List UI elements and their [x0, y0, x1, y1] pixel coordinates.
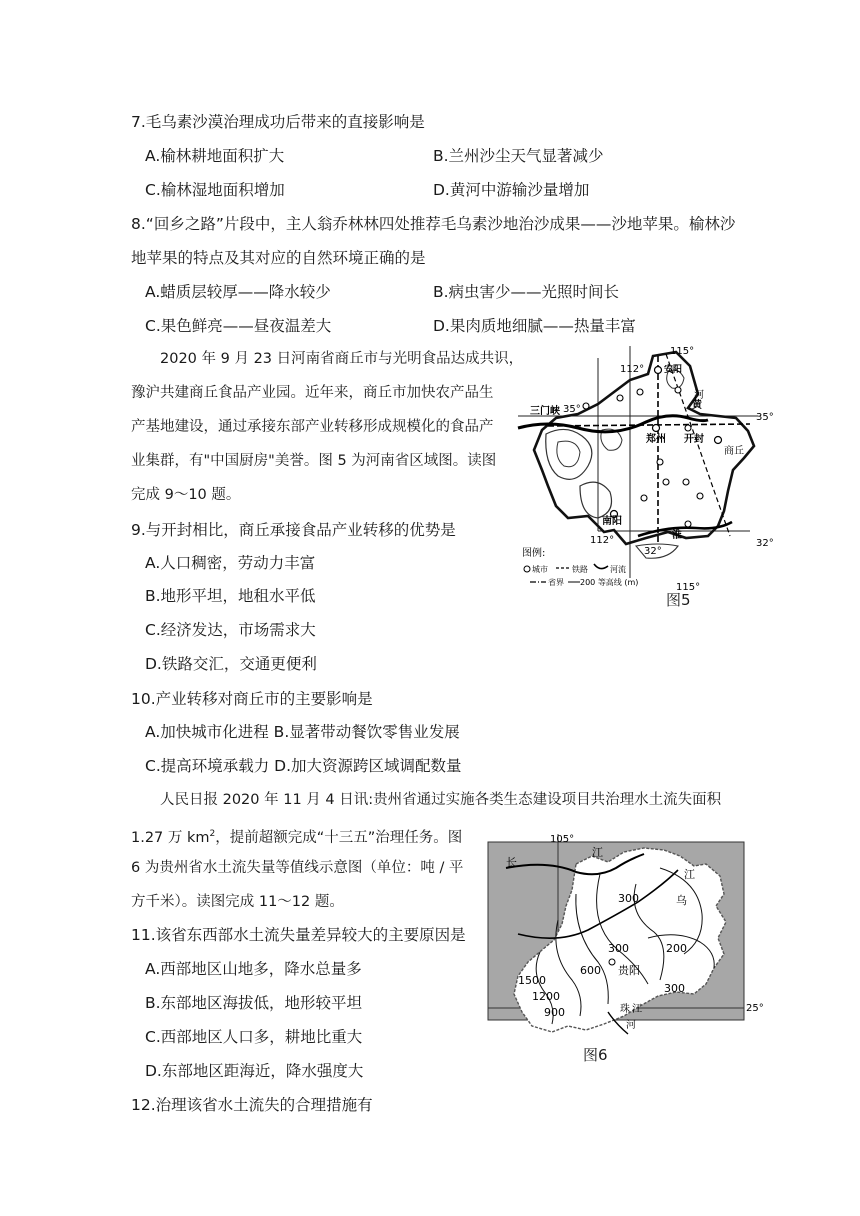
- fig6-value-1200: 1200: [532, 990, 560, 1003]
- fig5-river-huai: 淮: [672, 530, 682, 541]
- q7-option-b: B.兰州沙尘天气显著减少: [433, 147, 604, 165]
- q9-stem: 9.与开封相比，商丘承接食品产业转移的优势是: [131, 521, 456, 539]
- fig6-river-jiang: 江: [592, 846, 603, 859]
- q7-stem: 7.毛乌素沙漠治理成功后带来的直接影响是: [131, 113, 425, 131]
- passage1-line2: 豫沪共建商丘食品产业园。近年来，商丘市加快农产品生: [131, 385, 494, 401]
- fig5-lat-bottom-mid-label: 32°: [644, 546, 662, 557]
- q10-options-ab: A.加快城市化进程 B.显著带动餐饮零售业发展: [145, 723, 460, 741]
- fig6-value-300a: 300: [618, 892, 639, 905]
- fig5-legend-border: 省界: [548, 578, 564, 587]
- q9-option-a: A.人口稠密，劳动力丰富: [145, 554, 316, 572]
- figure6-guizhou-map: [488, 834, 764, 1046]
- fig6-river-he: 河: [626, 1020, 636, 1031]
- q7-option-a: A.榆林耕地面积扩大: [145, 147, 285, 165]
- fig6-river-jiang2: 江: [684, 868, 695, 881]
- q10-stem: 10.产业转移对商丘市的主要影响是: [131, 690, 373, 708]
- passage2-line1: 人民日报 2020 年 11 月 4 日讯:贵州省通过实施各类生态建设项目共治理水土流失面积: [160, 792, 722, 808]
- fig5-lon-bottom-label: 115°: [676, 582, 701, 593]
- fig5-city-anyang: 安阳: [664, 365, 683, 375]
- passage2-line2: 1.27 万 $km^2$，提前超额完成“十三五”治理任务。图: [131, 829, 463, 846]
- figure5-caption: 图5: [666, 591, 691, 609]
- q11-option-c: C.西部地区人口多，耕地比重大: [145, 1028, 363, 1046]
- q7-option-d: D.黄河中游输沙量增加: [433, 181, 590, 199]
- passage2-line3: 6 为贵州省水土流失量等值线示意图（单位：吨 / 平: [131, 860, 464, 876]
- fig5-city-shangqiu: 商丘: [724, 446, 744, 457]
- passage2-line4: 方千米）。读图完成 11～12 题。: [131, 894, 344, 910]
- fig6-value-900: 900: [544, 1006, 565, 1019]
- q9-option-d: D.铁路交汇，交通更便利: [145, 655, 317, 673]
- q11-option-b: B.东部地区海拔低，地形较平坦: [145, 994, 363, 1012]
- fig5-river-he: 河: [694, 390, 704, 401]
- fig5-legend-city: 城市: [532, 565, 548, 574]
- fig6-value-300c: 300: [664, 982, 685, 995]
- fig6-value-600: 600: [580, 964, 601, 977]
- fig5-legend-river: 河流: [610, 565, 626, 574]
- q8-option-c: C.果色鲜亮——昼夜温差大: [145, 317, 332, 335]
- q8-stem-line1: 8.“回乡之路”片段中，主人翁乔林林四处推荐毛乌素沙地治沙成果——沙地苹果。榆林沙: [131, 215, 736, 233]
- fig5-city-zhengzhou: 郑州: [646, 434, 666, 445]
- fig5-city-kaifeng: 开封: [684, 434, 704, 445]
- fig5-lat-bottom-right-label: 32°: [756, 538, 774, 549]
- fig5-city-sanmenxia: 三门峡: [530, 406, 560, 417]
- fig6-value-300b: 300: [608, 942, 629, 955]
- fig5-lon-left-label: 112°: [620, 364, 645, 375]
- fig6-river-wu: 乌: [676, 894, 687, 907]
- q9-option-c: C.经济发达，市场需求大: [145, 621, 316, 639]
- q9-option-b: B.地形平坦，地租水平低: [145, 587, 316, 605]
- fig6-river-jiang3: 江: [632, 1004, 642, 1015]
- q7-option-c: C.榆林湿地面积增加: [145, 181, 285, 199]
- fig5-legend-title: 图例:: [522, 548, 546, 559]
- q12-stem: 12.治理该省水土流失的合理措施有: [131, 1096, 373, 1114]
- figure5-henan-map: [518, 346, 780, 592]
- fig5-lat-left-label: 35°: [563, 404, 581, 415]
- q8-option-d: D.果肉质地细腻——热量丰富: [433, 317, 636, 335]
- q8-stem-line2: 地苹果的特点及其对应的自然环境正确的是: [131, 249, 426, 267]
- q10-options-cd: C.提高环境承载力 D.加大资源跨区域调配数量: [145, 757, 462, 775]
- passage1-line1: 2020 年 9 月 23 日河南省商丘市与光明食品达成共识，: [160, 351, 524, 367]
- fig6-value-1500: 1500: [518, 974, 546, 987]
- passage1-line3: 产基地建设，通过承接东部产业转移形成规模化的食品产: [131, 419, 494, 435]
- fig5-legend-contour: 200 等高线 (m): [580, 578, 639, 587]
- fig5-legend-rail: 铁路: [572, 565, 588, 574]
- q11-option-a: A.西部地区山地多，降水总量多: [145, 960, 362, 978]
- fig5-lon-bottom-left-label: 112°: [590, 535, 615, 546]
- fig5-city-nanyang: 南阳: [602, 516, 622, 527]
- fig6-river-chang: 长: [506, 856, 517, 869]
- q8-option-b: B.病虫害少——光照时间长: [433, 283, 620, 301]
- q11-option-d: D.东部地区距海近，降水强度大: [145, 1062, 364, 1080]
- fig5-river-huang: 黄: [692, 400, 702, 411]
- fig6-lon-label: 105°: [550, 834, 575, 845]
- q11-stem: 11.该省东西部水土流失量差异较大的主要原因是: [131, 926, 466, 944]
- fig6-city-guiyang: 贵阳: [618, 964, 640, 977]
- fig6-value-200: 200: [666, 942, 687, 955]
- passage1-line4: 业集群，有"中国厨房"美誉。图 5 为河南省区域图。读图: [131, 453, 497, 469]
- fig6-lat-label: 25°: [746, 1003, 764, 1014]
- q8-option-a: A.蜡质层较厚——降水较少: [145, 283, 331, 301]
- passage1-line5: 完成 9～10 题。: [131, 487, 241, 503]
- fig5-lat-right-label: 35°: [756, 412, 774, 423]
- fig6-river-zhu: 珠: [620, 1004, 630, 1015]
- fig5-lon-top-label: 115°: [670, 346, 695, 357]
- figure6-caption: 图6: [583, 1046, 608, 1064]
